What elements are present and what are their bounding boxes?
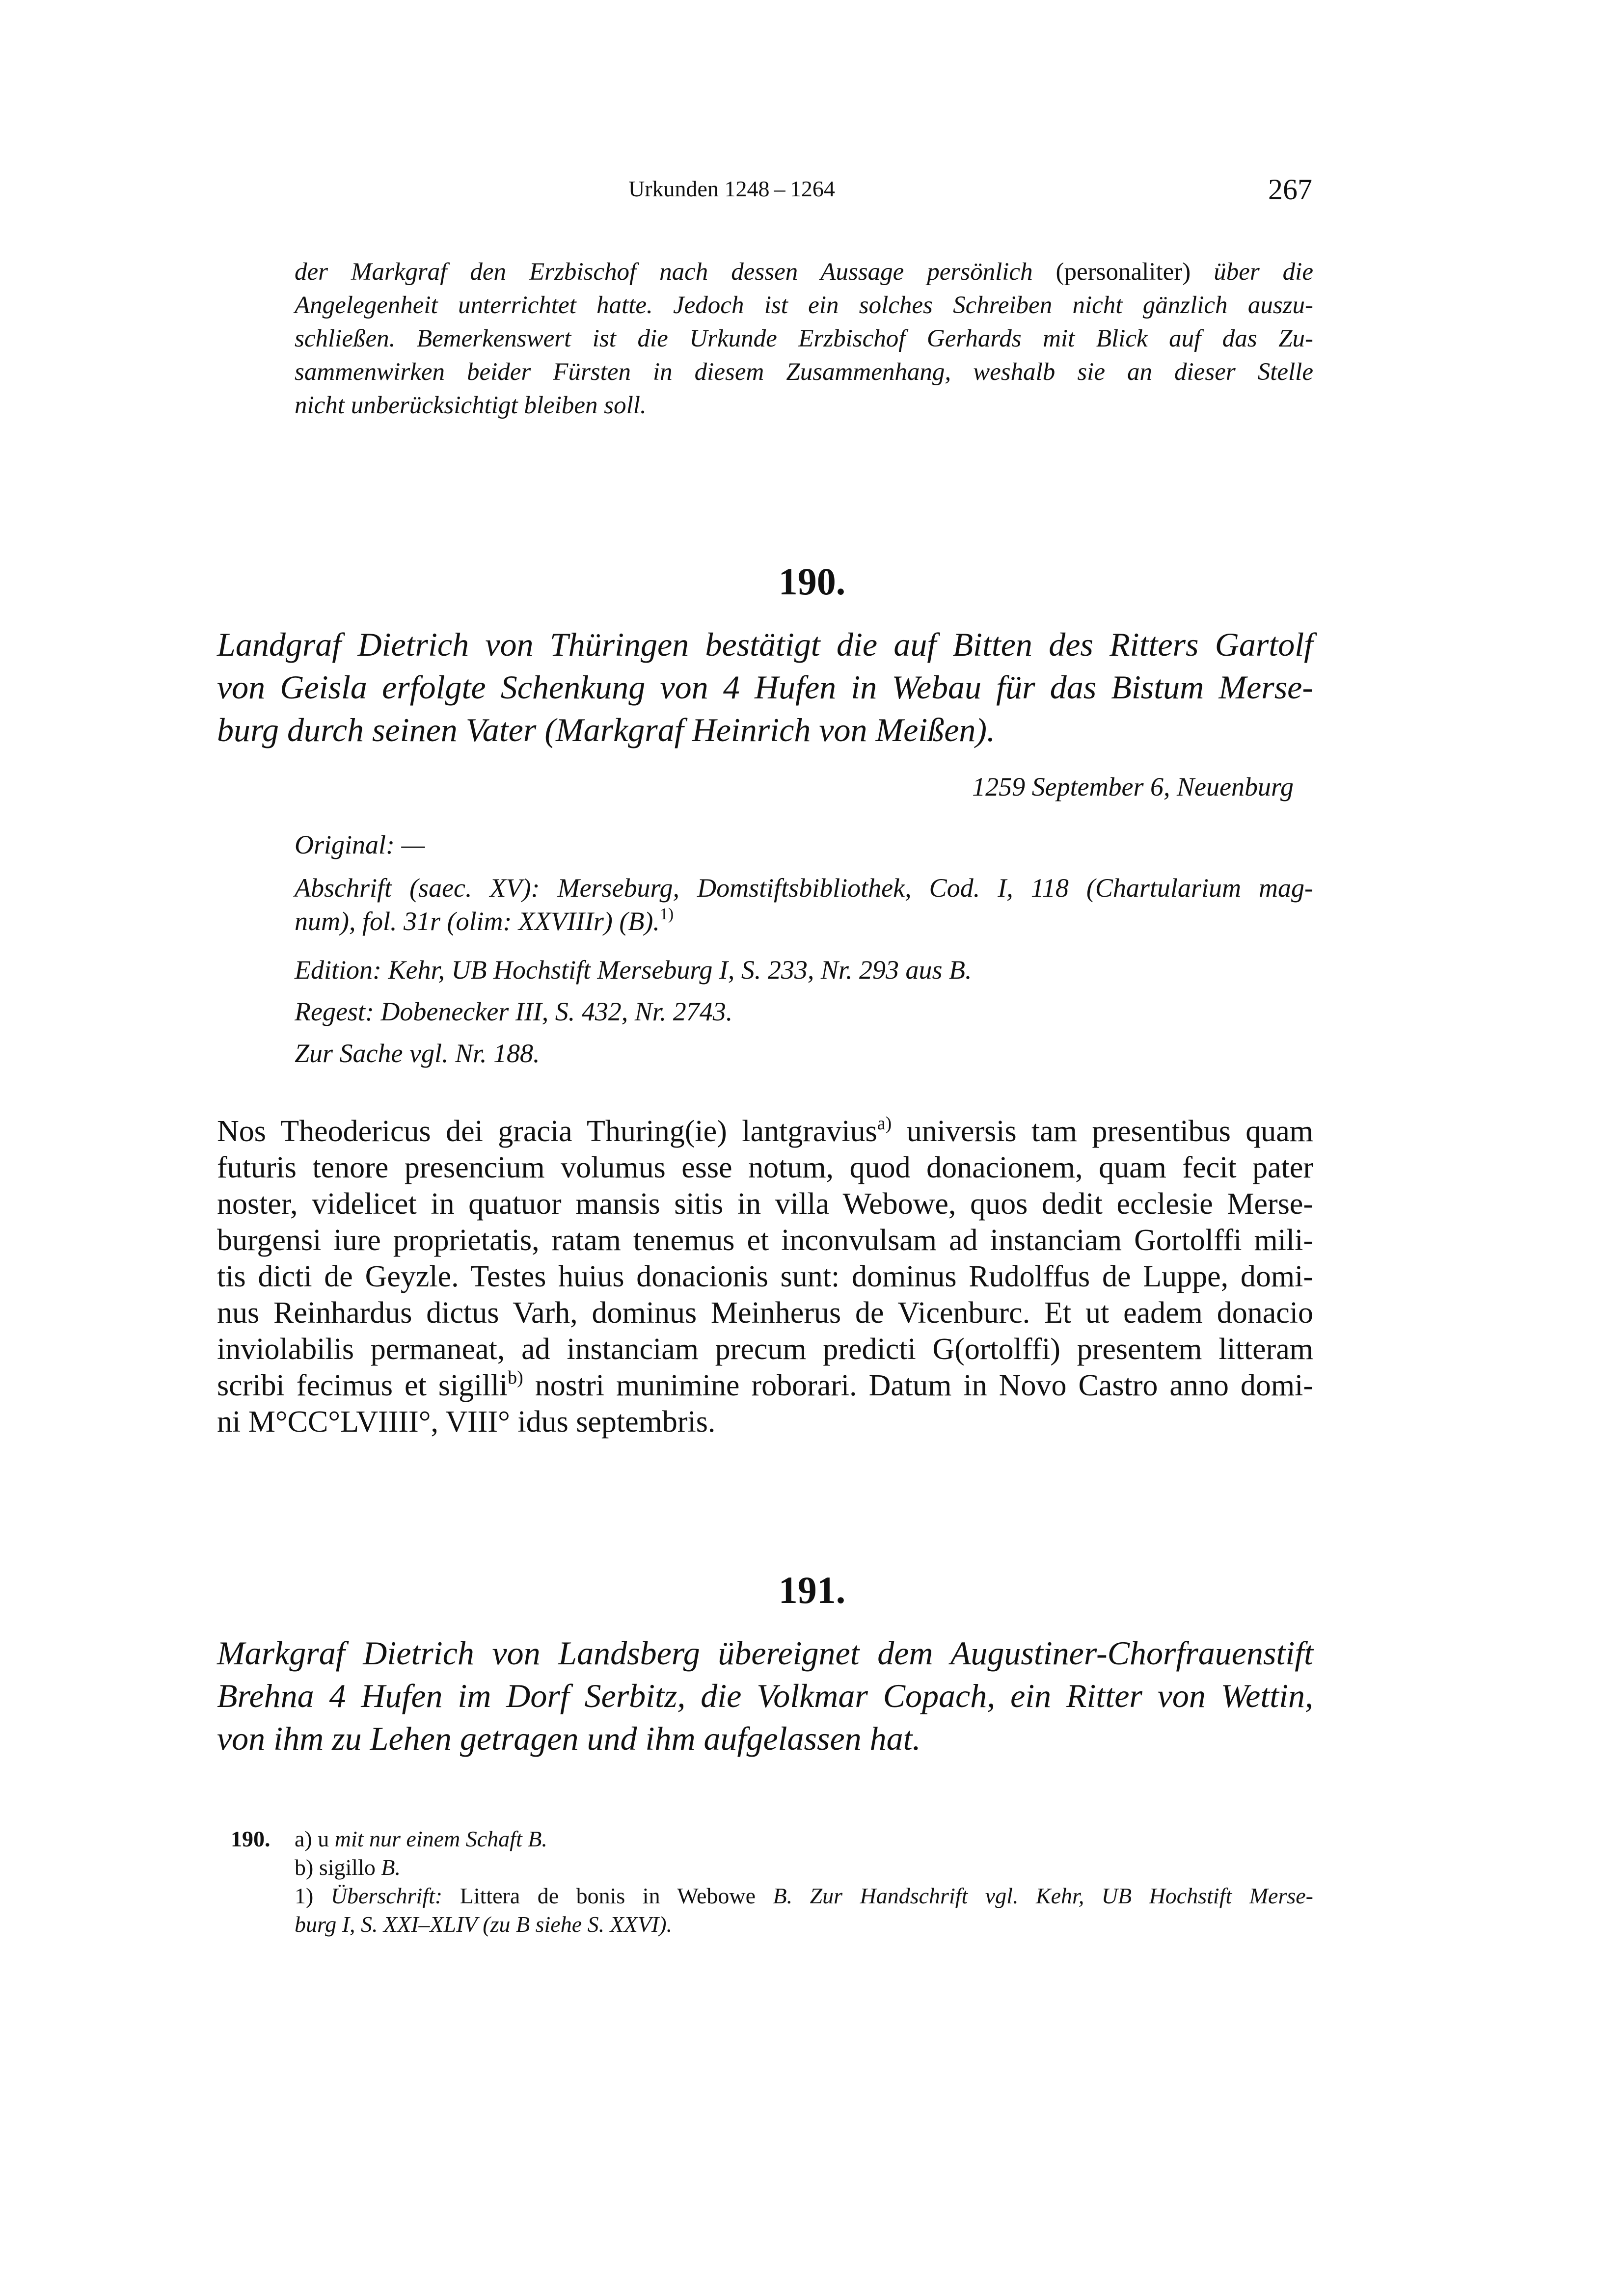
intro-line: schließen. Bemerkenswert ist die Urkunde Erzbischof Gerhards mit Blick auf das Zu- <box>295 325 1313 352</box>
text-line: nus Reinhardus dictus Varh, dominus Meinherus de Vicenburc. Et ut eadem donacio <box>217 1296 1313 1330</box>
regest-line: von Geisla erfolgte Schenkung von 4 Hufen in Webau für das Bistum Merse- <box>217 668 1313 706</box>
regest-191 <box>217 1632 1313 1760</box>
text-line: tis dicti de Geyzle. Testes huius donacionis sunt: dominus Rudolffus de Luppe, domi- <box>217 1260 1313 1293</box>
apparatus-original: Original: — <box>295 830 425 859</box>
intro-line: Angelegenheit unterrichtet hatte. Jedoch ist ein solches Schreiben nicht gänzlich auszu- <box>295 292 1313 319</box>
text-line: Nos Theodericus dei gracia Thuring(ie) lantgravius$^{a)}$ universis tam presentibus quam <box>217 1113 1313 1148</box>
regest-190 <box>217 623 1313 751</box>
footnote-ref-a: a) <box>877 1113 892 1134</box>
footnote-1-continued: burg I, S. XXI–XLIV (zu B siehe S. XXVI). <box>295 1912 673 1937</box>
document-text-190 <box>217 1113 1313 1440</box>
intro-line: sammenwirken beider Fürsten in diesem Zusammenhang, weshalb sie an dieser Stelle <box>295 358 1313 386</box>
text-line: burgensi iure proprietatis, ratam tenemus et inconvulsam ad instanciam Gortolffi mili- <box>217 1224 1313 1257</box>
document-number-191: 191. <box>778 1569 846 1611</box>
regest-line: Markgraf Dietrich von Landsberg übereignet dem Augustiner-Chorfrauenstift <box>217 1634 1313 1672</box>
regest-line: Landgraf Dietrich von Thüringen bestätigt die auf Bitten des Ritters Gartolf <box>217 626 1313 663</box>
apparatus-edition: Edition: Kehr, UB Hochstift Merseburg I, S. 233, Nr. 293 aus B. <box>295 955 972 985</box>
footnotes-190 <box>295 1825 1313 1939</box>
footnote-b: b) sigillo B. <box>295 1855 401 1880</box>
text-line: noster, videlicet in quatuor mansis sitis in villa Webowe, quos dedit ecclesie Merse- <box>217 1187 1313 1221</box>
footnote-ref-b: b) <box>508 1367 523 1388</box>
footnote-ref-1: 1) <box>659 905 674 923</box>
text-line: inviolabilis permaneat, ad instanciam precum predicti G(ortolffi) presentem litteram <box>217 1333 1313 1366</box>
intro-line: der Markgraf den Erzbischof nach dessen Aussage persönlich (personaliter) über die <box>295 258 1313 286</box>
apparatus-zur-sache: Zur Sache vgl. Nr. 188. <box>295 1039 540 1068</box>
document-number-190: 190. <box>778 560 846 603</box>
footnote-a: a) u mit nur einem Schaft B. <box>295 1826 547 1851</box>
regest-line: burg durch seinen Vater (Markgraf Heinrich von Meißen). <box>217 711 996 748</box>
apparatus-regest: Regest: Dobenecker III, S. 432, Nr. 2743. <box>295 997 733 1026</box>
footnote-1: 1) Überschrift: Littera de bonis in Webowe B. Zur Handschrift vgl. Kehr, UB Hochstift Merse- <box>295 1883 1313 1908</box>
dateline-190: 1259 September 6, Neuenburg <box>972 772 1294 801</box>
page-number: 267 <box>1268 173 1312 206</box>
running-head-title: Urkunden 1248 – 1264 <box>628 176 835 201</box>
text-line: scribi fecimus et sigilli$^{b)}$ nostri munimine roborari. Datum in Novo Castro anno domi- <box>217 1367 1313 1402</box>
text-line: futuris tenore presencium volumus esse notum, quod donacionem, quam fecit pater <box>217 1151 1313 1184</box>
text-line: ni M°CC°LVIIII°, VIII° idus septembris. <box>217 1405 716 1439</box>
regest-line: von ihm zu Lehen getragen und ihm aufgelassen hat. <box>217 1720 921 1757</box>
intro-line: nicht unberücksichtigt bleiben soll. <box>295 392 647 419</box>
intro-paragraph <box>295 255 1313 422</box>
regest-line: Brehna 4 Hufen im Dorf Serbitz, die Volkmar Copach, ein Ritter von Wettin, <box>217 1677 1313 1714</box>
footnote-section-label: 190. <box>231 1826 271 1851</box>
apparatus-abschrift: Abschrift (saec. XV): Merseburg, Domstiftsbibliothek, Cod. I, 118 (Chartularium mag- num), fol. 31r (olim: XXVIIIr) (B).$^{1)}$ <box>295 873 1313 936</box>
